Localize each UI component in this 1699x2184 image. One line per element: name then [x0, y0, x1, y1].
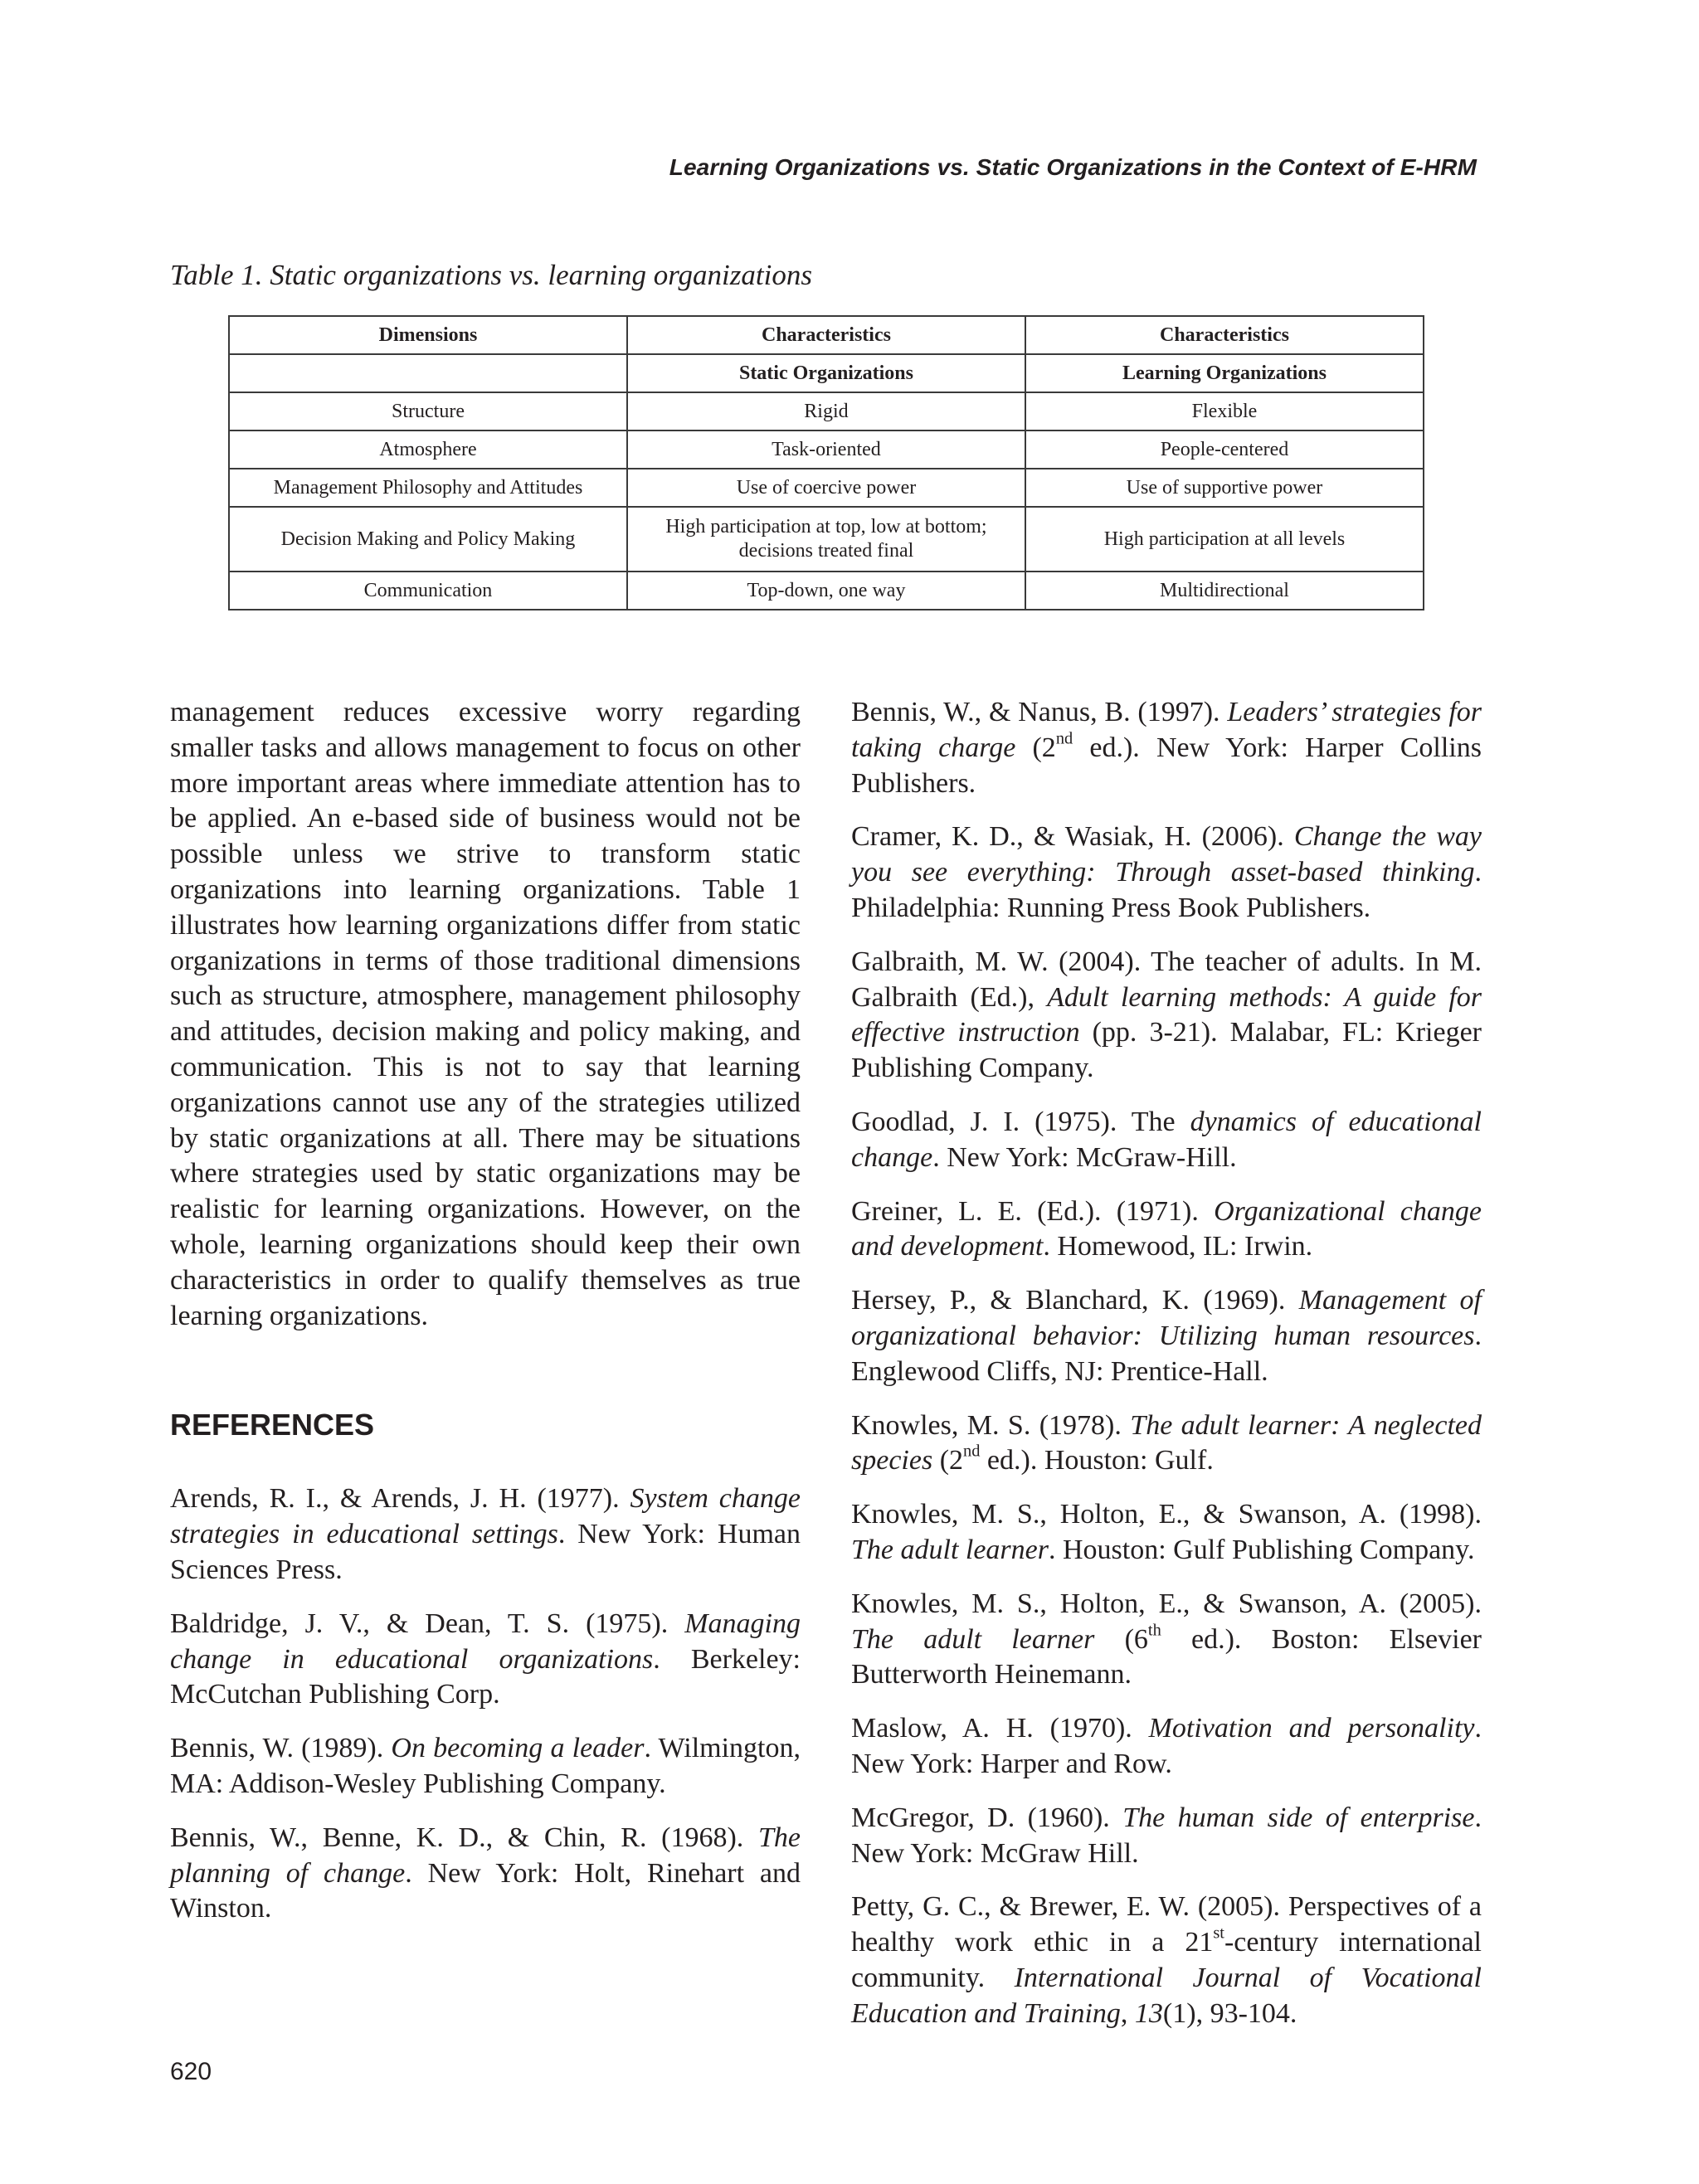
reference-item: Maslow, A. H. (1970). Motivation and personality. New York: Harper and Row.	[851, 1713, 1482, 1779]
reference-item: Greiner, L. E. (Ed.). (1971). Organizational change and development. Homewood, IL: Irwin.	[851, 1195, 1482, 1262]
reference-item: Hersey, P., & Blanchard, K. (1969). Management of organizational behavior: Utilizing human resources. Englewood Cliffs, NJ: Prentice-Hall.	[851, 1285, 1482, 1387]
table-cell: High participation at all levels	[1025, 507, 1424, 572]
table-header-cell: Characteristics	[627, 316, 1025, 354]
reference-item: Knowles, M. S. (1978). The adult learner: A neglected species (2nd ed.). Houston: Gulf.	[851, 1409, 1482, 1476]
reference-item: Cramer, K. D., & Wasiak, H. (2006). Change the way you see everything: Through asset-based thinking. Philadelphia: Running Press Book Publishers.	[851, 821, 1482, 923]
table-cell: High participation at top, low at bottom; decisions treated final	[627, 507, 1025, 572]
reference-item: Petty, G. C., & Brewer, E. W. (2005). Perspectives of a healthy work ethic in a 21st-century international community. International Journal of Vocational Education and Training, 13(1), 93-104.	[851, 1891, 1482, 2029]
table-header-cell: Characteristics	[1025, 316, 1424, 354]
comparison-table	[228, 315, 1424, 610]
table-subheader-row	[229, 354, 1424, 392]
table-header-cell	[229, 354, 627, 392]
table-caption: Table 1. Static organizations vs. learning organizations	[170, 259, 812, 291]
table-cell: Communication	[229, 572, 627, 610]
reference-item: Bennis, W., & Nanus, B. (1997). Leaders’ strategies for taking charge (2nd ed.). New York: Harper Collins Publishers.	[851, 697, 1482, 799]
table-cell: Atmosphere	[229, 430, 627, 469]
references-heading: REFERENCES	[170, 1408, 375, 1442]
table-header-row	[229, 316, 1424, 354]
page-number: 620	[170, 2058, 212, 2085]
table-row	[229, 392, 1424, 430]
reference-item: Knowles, M. S., Holton, E., & Swanson, A. (1998). The adult learner. Houston: Gulf Publishing Company.	[851, 1499, 1482, 1565]
table-cell: People-centered	[1025, 430, 1424, 469]
table-cell: Top-down, one way	[627, 572, 1025, 610]
reference-item: McGregor, D. (1960). The human side of enterprise. New York: McGraw Hill.	[851, 1802, 1482, 1869]
table-cell: Multidirectional	[1025, 572, 1424, 610]
table-cell: Management Philosophy and Attitudes	[229, 469, 627, 507]
table-header-cell: Dimensions	[229, 316, 627, 354]
table-header-cell: Static Organizations	[627, 354, 1025, 392]
reference-item: Knowles, M. S., Holton, E., & Swanson, A. (2005). The adult learner (6th ed.). Boston: Elsevier Butterworth Heinemann.	[851, 1588, 1482, 1690]
table-cell: Use of supportive power	[1025, 469, 1424, 507]
right-column	[851, 695, 1482, 2050]
reference-item: Bennis, W. (1989). On becoming a leader. Wilmington, MA: Addison-Wesley Publishing Company.	[170, 1733, 801, 1799]
table-cell: Use of coercive power	[627, 469, 1025, 507]
table-cell: Structure	[229, 392, 627, 430]
reference-item: Bennis, W., Benne, K. D., & Chin, R. (1968). The planning of change. New York: Holt, Rinehart and Winston.	[170, 1822, 801, 1924]
reference-item: Galbraith, M. W. (2004). The teacher of adults. In M. Galbraith (Ed.), Adult learning methods: A guide for effective instruction (pp. 3-21). Malabar, FL: Krieger Publishing Company.	[851, 946, 1482, 1084]
table-cell: Rigid	[627, 392, 1025, 430]
running-header: Learning Organizations vs. Static Organizations in the Context of E-HRM	[669, 154, 1477, 180]
table-cell: Flexible	[1025, 392, 1424, 430]
reference-item: Goodlad, J. I. (1975). The dynamics of educational change. New York: McGraw-Hill.	[851, 1106, 1482, 1173]
table-cell: Task-oriented	[627, 430, 1025, 469]
table-row	[229, 430, 1424, 469]
table-header-cell: Learning Organizations	[1025, 354, 1424, 392]
table-row	[229, 507, 1424, 572]
left-column	[170, 695, 801, 1945]
reference-item: Baldridge, J. V., & Dean, T. S. (1975). Managing change in educational organizations. Berkeley: McCutchan Publishing Corp.	[170, 1608, 801, 1710]
table-row	[229, 572, 1424, 610]
reference-item: Arends, R. I., & Arends, J. H. (1977). System change strategies in educational settings. New York: Human Sciences Press.	[170, 1483, 801, 1585]
body-paragraph: management reduces excessive worry regarding smaller tasks and allows management to focus on other more important areas where immediate attention has to be applied. An e-based side of business would not be possible unless we strive to transform static organizations into learning organizations. Table 1 illustrates how learning organizations differ from static organizations in terms of those traditional dimensions such as structure, atmosphere, management philosophy and attitudes, decision making and policy making, and communication. This is not to say that learning organizations cannot use any of the strategies utilized by static organizations at all. There may be situations where strategies used by static organizations may be realistic for learning organizations. However, on the whole, learning organizations should keep their own characteristics in order to qualify themselves as true learning organizations.	[170, 697, 801, 1331]
table-cell: Decision Making and Policy Making	[229, 507, 627, 572]
table-row	[229, 469, 1424, 507]
